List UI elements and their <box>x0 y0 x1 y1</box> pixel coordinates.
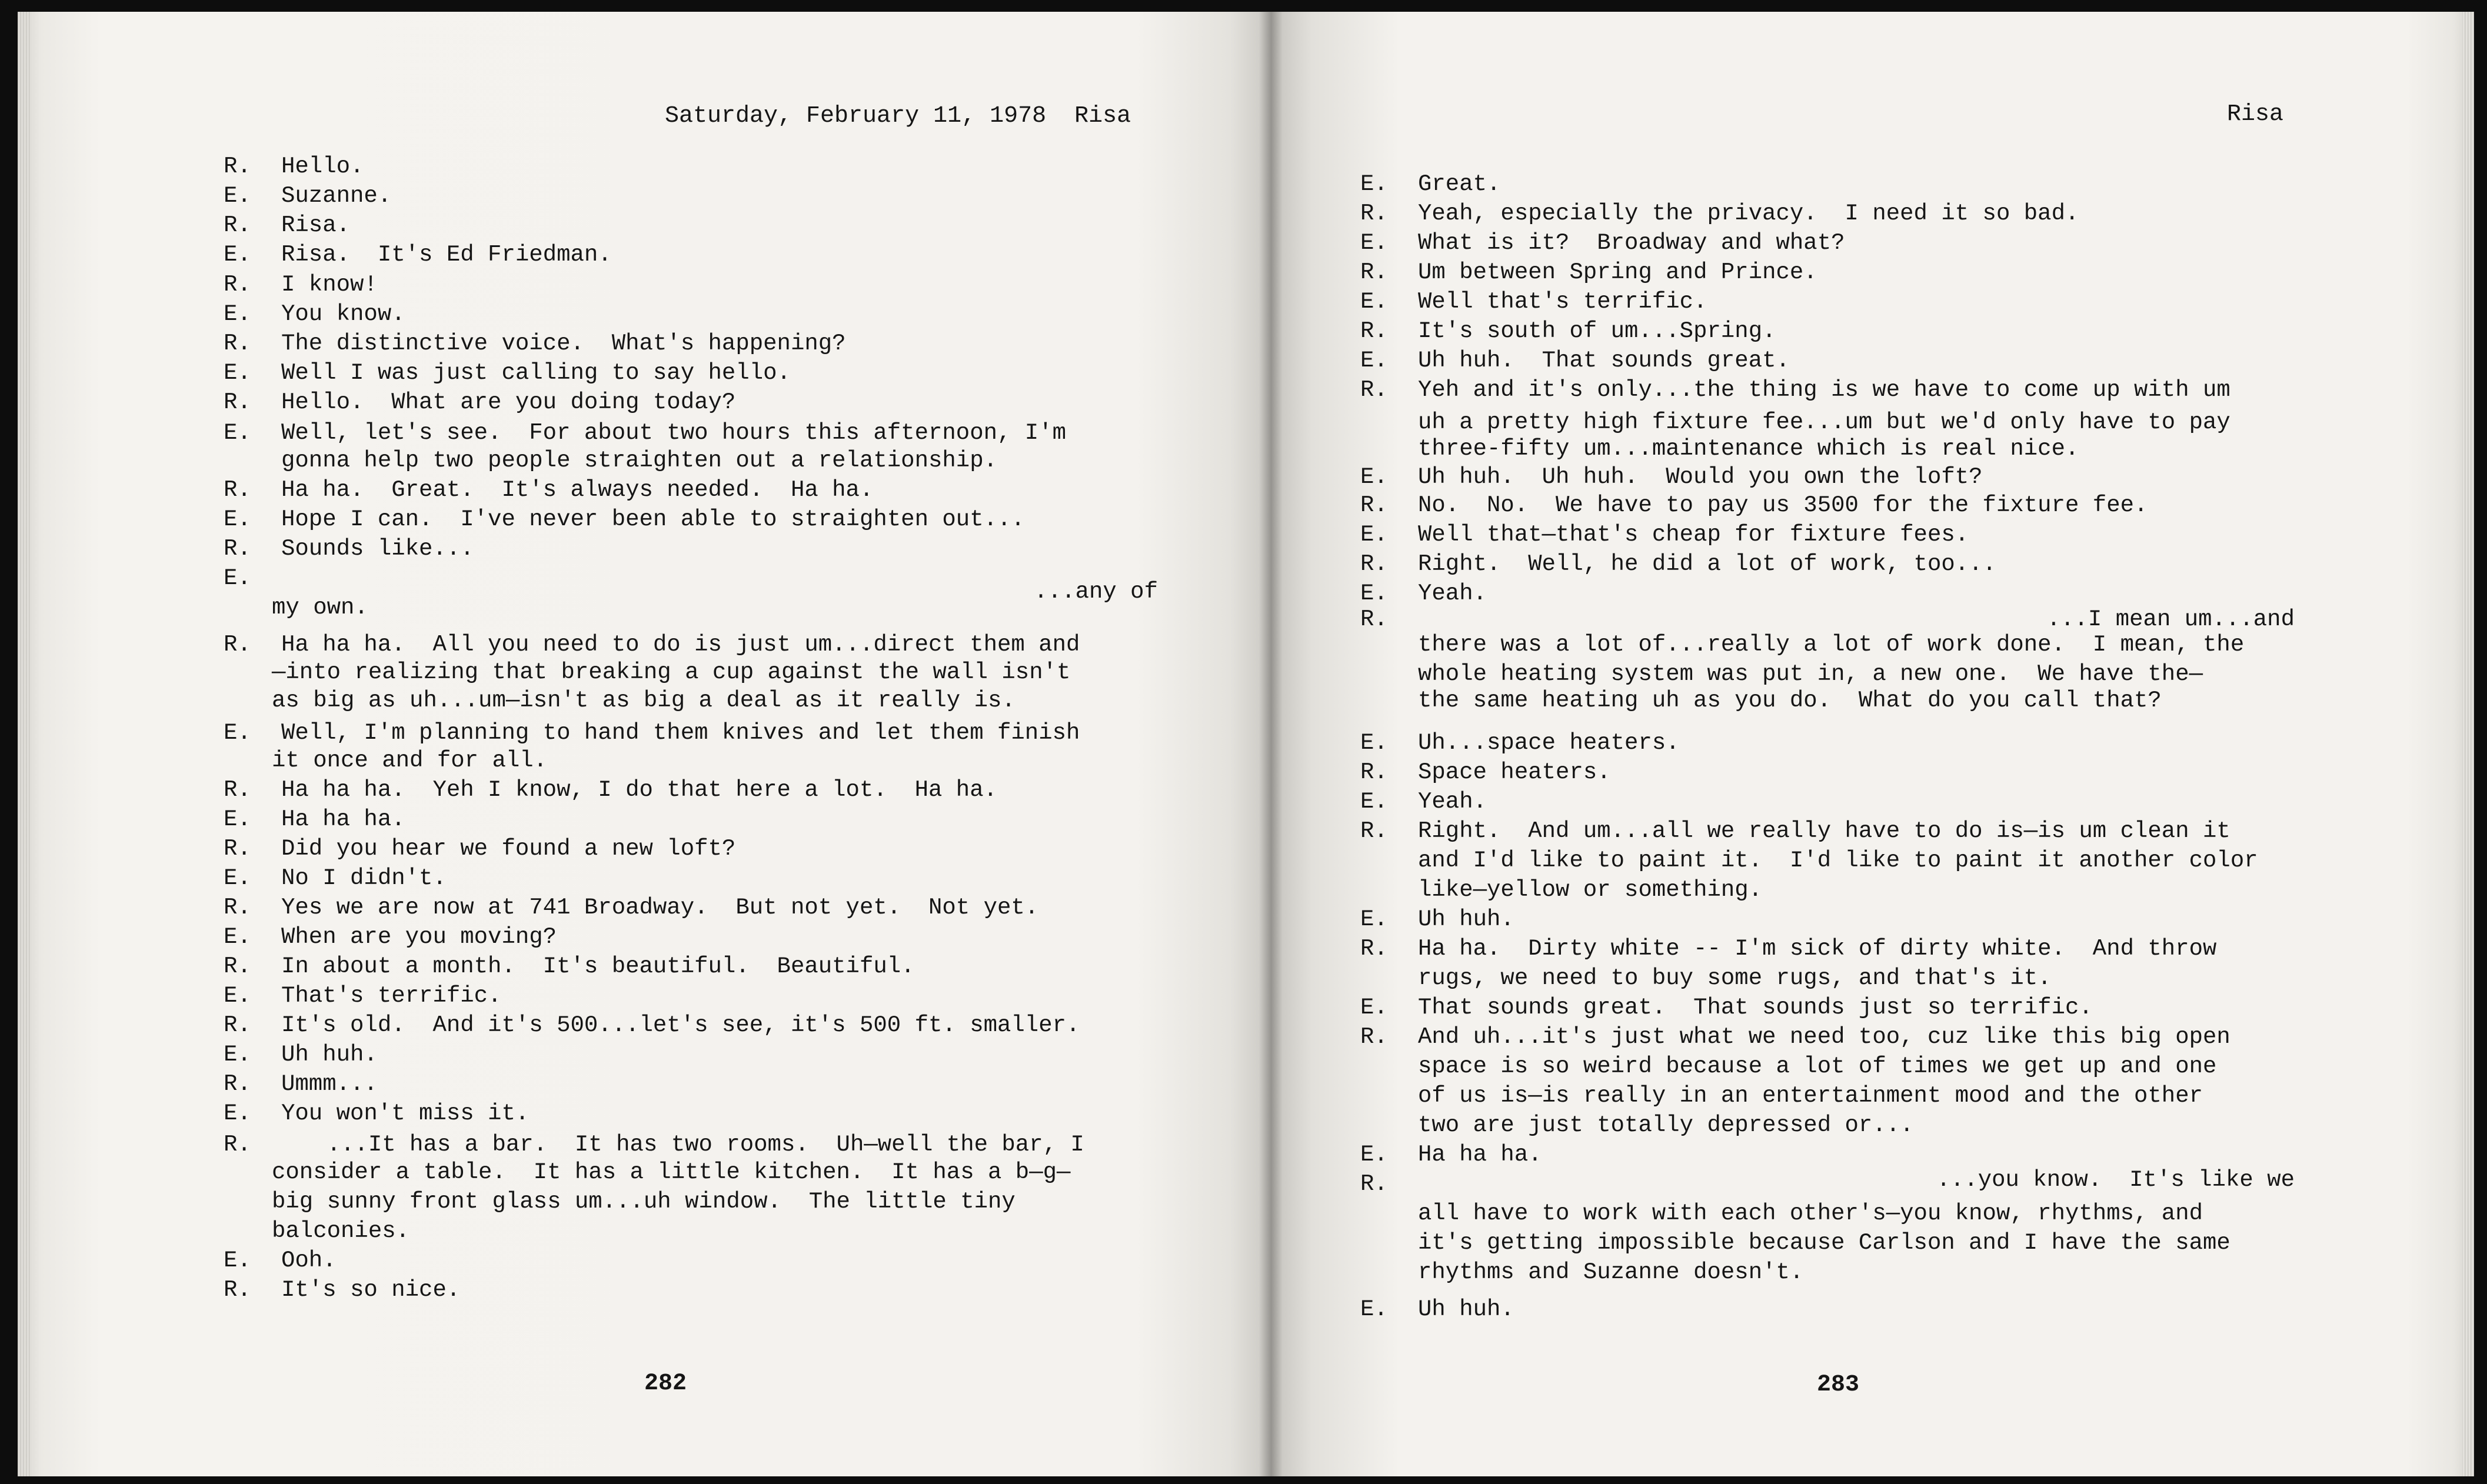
transcript-line: three-fifty um...maintenance which is real nice. <box>1418 436 2079 462</box>
transcript-line: The distinctive voice. What's happening? <box>281 331 846 356</box>
speaker-label: R. <box>1360 551 1388 577</box>
transcript-line: of us is—is really in an entertainment mood and the other <box>1418 1083 2203 1109</box>
transcript-line: Hello. What are you doing today? <box>281 389 736 415</box>
transcript-line: No I didn't. <box>281 865 447 891</box>
speaker-label: E. <box>224 420 251 446</box>
speaker-label: E. <box>1360 1142 1388 1168</box>
transcript-line: Uh huh. <box>281 1042 378 1068</box>
speaker-label: R. <box>224 389 251 415</box>
speaker-label: R. <box>1360 201 1388 226</box>
speaker-label: R. <box>1360 936 1388 962</box>
speaker-label: R. <box>1360 818 1388 844</box>
transcript-line: Um between Spring and Prince. <box>1418 259 1817 285</box>
transcript-line: Uh huh. <box>1418 906 1514 932</box>
speaker-label: E. <box>224 183 251 209</box>
transcript-line: It's old. And it's 500...let's see, it's 500 ft. smaller. <box>281 1012 1080 1038</box>
transcript-line: the same heating uh as you do. What do you call that? <box>1418 688 2162 713</box>
speaker-label: E. <box>1360 995 1388 1021</box>
speaker-label: R. <box>224 1012 251 1038</box>
transcript-line: consider a table. It has a little kitchen. It has a b—g— <box>272 1159 1071 1185</box>
transcript-line: balconies. <box>272 1218 410 1244</box>
speaker-label: E. <box>1360 464 1388 490</box>
transcript-line: Suzanne. <box>281 183 392 209</box>
transcript-line: Ha ha ha. Yeh I know, I do that here a lot. Ha ha. <box>281 777 997 803</box>
speaker-label: R. <box>224 1132 251 1158</box>
transcript-line: it once and for all. <box>272 748 548 773</box>
transcript-line: You know. <box>281 301 405 327</box>
speaker-label: E. <box>1360 906 1388 932</box>
transcript-line: as big as uh...um—isn't as big a deal as it really is. <box>272 688 1016 713</box>
transcript-line: all have to work with each other's—you know, rhythms, and <box>1418 1200 2203 1226</box>
speaker-label: E. <box>224 806 251 832</box>
transcript-line: and I'd like to paint it. I'd like to paint it another color <box>1418 848 2258 873</box>
speaker-label: R. <box>224 1071 251 1097</box>
transcript-line: ...I mean um...and <box>2046 606 2295 632</box>
transcript-line: And uh...it's just what we need too, cuz like this big open <box>1418 1024 2230 1050</box>
transcript-line: Hello. <box>281 154 364 179</box>
transcript-line: Right. And um...all we really have to do is—is um clean it <box>1418 818 2230 844</box>
speaker-label: E. <box>1360 171 1388 197</box>
transcript-line: Ha ha. Dirty white -- I'm sick of dirty white. And throw <box>1418 936 2217 962</box>
speaker-label: E. <box>224 565 251 591</box>
transcript-line: there was a lot of...really a lot of work done. I mean, the <box>1418 632 2245 658</box>
transcript-line: two are just totally depressed or... <box>1418 1112 1914 1138</box>
transcript-line: big sunny front glass um...uh window. The little tiny <box>272 1189 1016 1215</box>
speaker-label: E. <box>1360 581 1388 606</box>
speaker-label: E. <box>224 983 251 1009</box>
transcript-line: Hope I can. I've never been able to straighten out... <box>281 506 1025 532</box>
transcript-line: Well, I'm planning to hand them knives and let them finish <box>281 720 1080 746</box>
speaker-label: E. <box>224 865 251 891</box>
transcript-line: Ha ha. Great. It's always needed. Ha ha. <box>281 477 874 503</box>
transcript-line: Great. <box>1418 171 1501 197</box>
speaker-label: E. <box>224 360 251 386</box>
transcript-line: my own. <box>272 595 368 621</box>
transcript-line: rugs, we need to buy some rugs, and that's it. <box>1418 965 2052 991</box>
speaker-label: R. <box>1360 377 1388 403</box>
speaker-label: E. <box>224 1248 251 1273</box>
transcript-line: Uh...space heaters. <box>1418 730 1680 756</box>
transcript-line: ...you know. It's like we <box>1936 1167 2295 1193</box>
speaker-label: R. <box>1360 759 1388 785</box>
speaker-label: R. <box>224 154 251 179</box>
speaker-label: E. <box>224 720 251 746</box>
transcript-line: whole heating system was put in, a new one. We have the— <box>1418 661 2203 687</box>
transcript-line: Ha ha ha. All you need to do is just um...direct them and <box>281 632 1080 658</box>
transcript-line: Ooh. <box>281 1248 337 1273</box>
left-page-number: 282 <box>644 1370 687 1397</box>
transcript-line: —into realizing that breaking a cup against the wall isn't <box>272 659 1071 685</box>
speaker-label: R. <box>224 895 251 921</box>
right-running-head: Risa <box>2227 101 2284 128</box>
speaker-label: E. <box>1360 1296 1388 1322</box>
transcript-line: Well that—that's cheap for fixture fees. <box>1418 522 1969 548</box>
transcript-line: It's so nice. <box>281 1277 461 1303</box>
transcript-line: Uh huh. That sounds great. <box>1418 348 1790 373</box>
transcript-line: Yes we are now at 741 Broadway. But not yet. Not yet. <box>281 895 1039 921</box>
left-running-head: Saturday, February 11, 1978 Risa <box>665 103 1131 129</box>
speaker-label: R. <box>1360 1024 1388 1050</box>
speaker-label: E. <box>1360 730 1388 756</box>
speaker-label: R. <box>1360 1171 1388 1197</box>
transcript-line: When are you moving? <box>281 924 557 950</box>
speaker-label: R. <box>224 331 251 356</box>
speaker-label: R. <box>224 536 251 562</box>
transcript-line: rhythms and Suzanne doesn't. <box>1418 1259 1804 1285</box>
transcript-line: Space heaters. <box>1418 759 1611 785</box>
speaker-label: R. <box>224 777 251 803</box>
transcript-line: Yeah, especially the privacy. I need it so bad. <box>1418 201 2079 226</box>
speaker-label: R. <box>224 1277 251 1303</box>
transcript-line: That sounds great. That sounds just so terrific. <box>1418 995 2093 1021</box>
transcript-line: Yeah. <box>1418 789 1487 815</box>
transcript-line: space is so weird because a lot of times we get up and one <box>1418 1053 2217 1079</box>
speaker-label: E. <box>224 506 251 532</box>
transcript-line: it's getting impossible because Carlson and I have the same <box>1418 1230 2230 1256</box>
speaker-label: R. <box>224 953 251 979</box>
speaker-label: R. <box>224 477 251 503</box>
speaker-label: R. <box>224 632 251 658</box>
speaker-label: R. <box>1360 606 1388 632</box>
transcript-line: Sounds like... <box>281 536 474 562</box>
transcript-line: ...any of <box>1034 579 1158 605</box>
transcript-line: Well, let's see. For about two hours this afternoon, I'm <box>281 420 1067 446</box>
transcript-line: Uh huh. <box>1418 1296 1514 1322</box>
transcript-line: In about a month. It's beautiful. Beautiful. <box>281 953 915 979</box>
right-page-number: 283 <box>1817 1372 1860 1398</box>
speaker-label: R. <box>1360 259 1388 285</box>
transcript-line: That's terrific. <box>281 983 502 1009</box>
transcript-line: gonna help two people straighten out a relationship. <box>281 448 997 473</box>
speaker-label: E. <box>1360 230 1388 256</box>
transcript-line: No. No. We have to pay us 3500 for the fixture fee. <box>1418 492 2148 518</box>
transcript-line: Yeah. <box>1418 581 1487 606</box>
transcript-line: Did you hear we found a new loft? <box>281 836 736 862</box>
page-edges-left <box>18 12 32 1476</box>
transcript-line: What is it? Broadway and what? <box>1418 230 1845 256</box>
transcript-line: It's south of um...Spring. <box>1418 318 1776 344</box>
transcript-line: Ha ha ha. <box>1418 1142 1542 1168</box>
transcript-line: Risa. <box>281 212 351 238</box>
speaker-label: E. <box>224 242 251 268</box>
speaker-label: E. <box>224 924 251 950</box>
speaker-label: R. <box>224 836 251 862</box>
speaker-label: E. <box>1360 789 1388 815</box>
transcript-line: You won't miss it. <box>281 1101 530 1126</box>
speaker-label: E. <box>224 1042 251 1068</box>
speaker-label: E. <box>1360 522 1388 548</box>
speaker-label: R. <box>1360 492 1388 518</box>
speaker-label: E. <box>1360 348 1388 373</box>
transcript-line: Yeh and it's only...the thing is we have to come up with um <box>1418 377 2230 403</box>
transcript-line: Ha ha ha. <box>281 806 405 832</box>
transcript-line: Ummm... <box>281 1071 378 1097</box>
transcript-line: uh a pretty high fixture fee...um but we'd only have to pay <box>1418 409 2230 435</box>
page-edges-right <box>2462 12 2474 1476</box>
speaker-label: R. <box>1360 318 1388 344</box>
transcript-line: Uh huh. Uh huh. Would you own the loft? <box>1418 464 1983 490</box>
transcript-line: Right. Well, he did a lot of work, too... <box>1418 551 1996 577</box>
speaker-label: R. <box>224 212 251 238</box>
transcript-line: Risa. It's Ed Friedman. <box>281 242 612 268</box>
transcript-line: Well that's terrific. <box>1418 289 1707 315</box>
transcript-line: like—yellow or something. <box>1418 877 1763 903</box>
transcript-line: I know! <box>281 272 378 298</box>
speaker-label: E. <box>1360 289 1388 315</box>
speaker-label: R. <box>224 272 251 298</box>
transcript-line: ...It has a bar. It has two rooms. Uh—well the bar, I <box>272 1132 1084 1158</box>
book-gutter <box>1259 12 1283 1476</box>
transcript-line: Well I was just calling to say hello. <box>281 360 791 386</box>
speaker-label: E. <box>224 1101 251 1126</box>
speaker-label: E. <box>224 301 251 327</box>
